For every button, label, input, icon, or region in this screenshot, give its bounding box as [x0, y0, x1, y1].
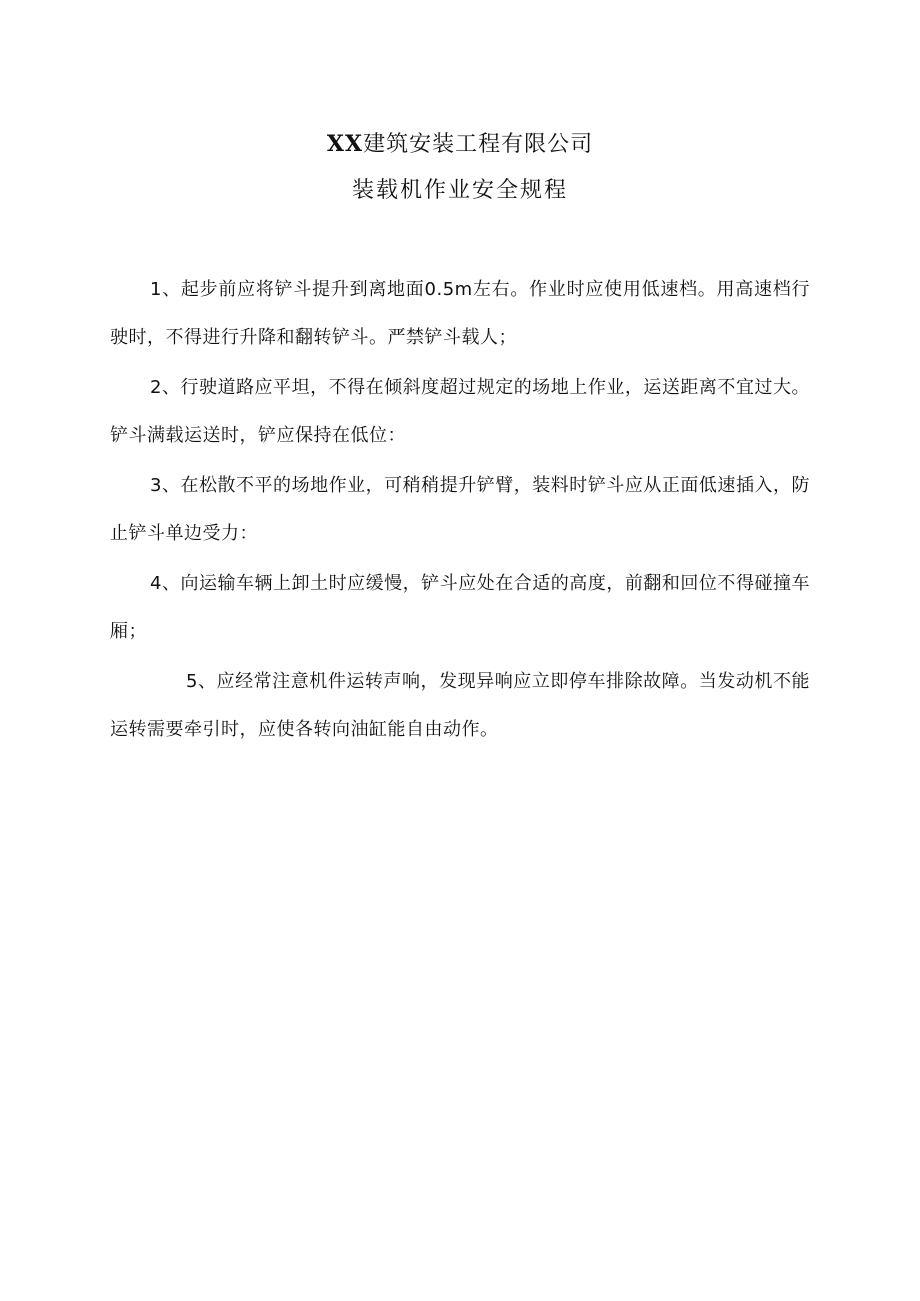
clause-3: 3、在松散不平的场地作业，可稍稍提升铲臂，装料时铲斗应从正面低速插入，防止铲斗单边受力：: [110, 475, 810, 544]
company-name: 建筑安装工程有限公司: [363, 132, 594, 157]
document-body: [110, 266, 810, 756]
company-prefix: XX: [326, 131, 364, 157]
clause-2: 2、行驶道路应平坦，不得在倾斜度超过规定的场地上作业，运送距离不宜过大。铲斗满载运送时，铲应保持在低位：: [110, 377, 810, 446]
title-block: [0, 124, 920, 211]
company-title: [0, 124, 920, 165]
clause-1: 1、起步前应将铲斗提升到离地面0.5m左右。作业时应使用低速档。用高速档行驶时，不得进行升降和翻转铲斗。严禁铲斗载人；: [110, 279, 810, 348]
clause-5: 5、应经常注意机件运转声响，发现异响应立即停车排除故障。当发动机不能运转需要牵引时，应使各转向油缸能自由动作。: [110, 671, 810, 740]
clause-4: 4、向运输车辆上卸土时应缓慢，铲斗应处在合适的高度，前翻和回位不得碰撞车厢；: [110, 573, 810, 642]
document-title: 装载机作业安全规程: [351, 178, 568, 203]
